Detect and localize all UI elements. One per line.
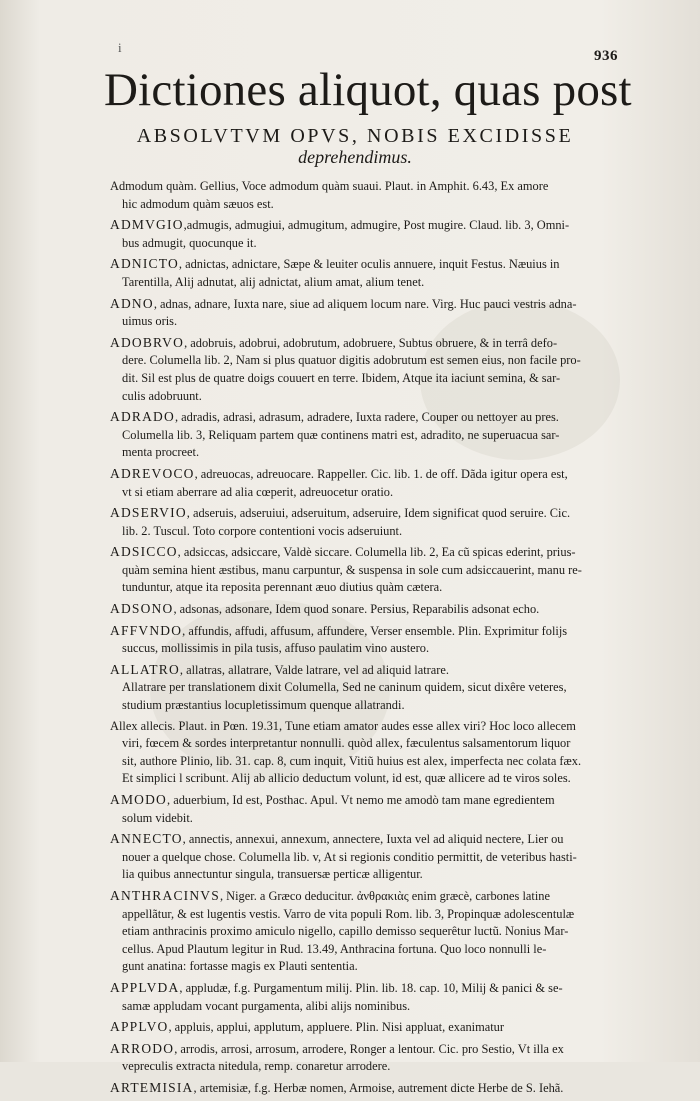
entry-text: bus admugit, quocunque it. [122,235,257,250]
entry-text: lia quibus annectuntur singula, transuersæ perticæ alligentur. [122,867,423,882]
entry-headword: ANNECTO [110,831,183,847]
entry-line [110,523,608,541]
entry-line [110,718,608,736]
entry-text: Columella lib. 3, Reliquam partem quæ continens matri est, adradito, ne superuacua sar- [122,427,560,442]
entry-line [110,661,608,680]
entry-line [110,735,608,753]
dictionary-entry [110,661,608,715]
entry-line [110,830,608,849]
entry-text: appellãtur, & est lugentis vestis. Varro de vita populi Rom. lib. 3, Propinquæ adolescentulæ [122,906,575,921]
dictionary-entry [110,216,608,252]
entry-line [110,427,608,445]
entry-line [110,941,608,959]
page-title: Dictiones aliquot, quas post [104,64,632,116]
entry-headword: APPLVO [110,1019,169,1035]
entry-text: nouer a quelque chose. Columella lib. v, At si regionis conditio permittit, de veteribus hasti- [122,849,577,864]
entry-text: , affundis, affudi, affusum, affundere, Verser ensemble. Plin. Exprimitur folijs [182,623,568,638]
entry-line [110,235,608,253]
entry-text: , adseruis, adseruiui, adseruitum, adseruire, Idem significat quod seruire. Cic. [186,506,571,521]
entry-text: samæ appludam vocant purgamenta, alibi alijs nominibus. [122,998,411,1013]
entry-text: , artemisiæ, f.g. Herbæ nomen, Armoise, autrement dicte Herbe de S. Iehã. [193,1080,564,1095]
entry-line [110,810,608,828]
entry-text: , aduerbium, Id est, Posthac. Apul. Vt nemo me amodò tam mane egredientem [167,793,555,807]
entry-headword: ADNICTO [110,256,179,272]
entry-text: , adnictas, adnictare, Sæpe & leuiter oculis annuere, inquit Festus. Næuius in [178,257,560,272]
entry-line [110,998,608,1016]
entry-line [110,679,608,697]
dictionary-entry [110,1040,608,1076]
entry-line [110,295,608,314]
entry-line [110,313,608,331]
entry-line [110,370,608,388]
entry-text: , allatras, allatrare, Valde latrare, vel ad aliquid latrare. [179,662,450,677]
dictionary-entry [110,622,608,658]
entry-text: sit, authore Plinio, lib. 31. cap. 8, cum inquit, Vitiũ huius est alex, imperfecta nec colata fæx. [122,753,582,768]
entry-line [110,753,608,771]
page-number: 936 [594,48,618,64]
entry-line [110,622,608,641]
dictionary-entry [110,334,608,405]
entry-text: , adradis, adrasi, adrasum, adradere, Iuxta radere, Couper ou nettoyer au pres. [174,410,559,425]
page-subtitle: ABSOLVTVM OPVS, NOBIS EXCIDISSE [136,125,574,147]
dictionary-entry [110,504,608,540]
entry-text: tunduntur, atque ita reposita perennant æuo diutius quàm cætera. [122,580,443,595]
entry-text: gunt anatina: fortasse magis ex Plauti sententia. [122,959,358,974]
dictionary-entry [110,887,608,976]
entry-headword: ARRODO [110,1040,175,1056]
entry-text: , adobruis, adobrui, adobrutum, adobruere, Subtus obruere, & in terrâ defo- [184,335,558,350]
entry-line [110,849,608,867]
entry-line [110,484,608,502]
entry-text: vepreculis extracta nitedula, remp. conaretur arrodere. [122,1059,391,1074]
dictionary-entry [110,979,608,1015]
dictionary-entry [110,408,608,462]
entry-text: culis adobruunt. [122,388,202,403]
dictionary-entry [110,543,608,597]
page-subtitle-italic: deprehendimus. [298,147,412,167]
entry-line [110,216,608,235]
entry-line [110,196,608,214]
entry-text: , adsonas, adsonare, Idem quod sonare. Persius, Reparabilis adsonat echo. [173,602,540,617]
dictionary-entry [110,465,608,501]
dictionary-entry [110,718,608,788]
entry-text: dit. Sil est plus de quatre doigs couuert en terre. Ibidem, Atque ita iaciunt semina, & sar- [122,370,561,385]
entry-headword: ADSONO [110,601,174,617]
entry-line [110,640,608,658]
entry-line [110,178,608,196]
entry-text: , appludæ, f.g. Purgamentum milij. Plin. lib. 18. cap. 10, Milij & panici & se- [179,980,563,995]
entry-text: menta procreet. [122,445,200,460]
entry-headword: ARTEMISIA [110,1079,194,1095]
entry-line [110,465,608,484]
entry-line [110,1040,608,1059]
entry-line [110,866,608,884]
entry-line [110,1079,608,1098]
entry-headword: APPLVDA [110,979,180,995]
dictionary-entry [110,600,608,619]
entry-line [110,562,608,580]
dictionary-entry [110,295,608,331]
entry-line [110,791,608,810]
dictionary-entry [110,1018,608,1037]
entry-line [110,770,608,788]
entry-line [110,887,608,906]
entry-line [110,1058,608,1076]
entry-text: Allex allecis. Plaut. in Pœn. 19.31, Tune etiam amator audes esse allex viri? Hoc loco allecem [110,718,576,733]
entry-text: vt si etiam aberrare ad alia cœperit, adreuocetur oratio. [122,484,394,499]
entry-headword: ADSERVIO [110,505,187,521]
entry-text: Et simplici l scribunt. Alij ab allicio deductum volunt, id est, quæ allicere ad te viros soles. [122,771,571,786]
entry-text: cellus. Apud Plautum legitur in Rud. 13.49, Anthracina fortuna. Quo loco nonnulli le- [122,941,547,956]
entry-text: , adnas, adnare, Iuxta nare, siue ad aliquem locum nare. Virg. Huc pauci vestris adna- [153,296,577,311]
entry-text: ,admugis, admugiui, admugitum, admugire, Post mugire. Claud. lib. 3, Omni- [183,218,570,233]
entry-headword: ADNO [110,295,154,311]
entry-line [110,697,608,715]
entry-line [110,579,608,597]
entry-headword: ANTHRACINVS [110,887,220,903]
entry-text: lib. 2. Tuscul. Toto corpore contentioni vocis adseruiunt. [122,523,403,538]
entry-text: dere. Columella lib. 2, Nam si plus quatuor digitis adobrutum est semen eius, non facile pro- [122,353,581,368]
entry-text: Allatrare per translationem dixit Columella, Sed ne caninum quidem, sicut dixêre veteres, [122,680,567,695]
entry-text: succus, mollissimis in pila tusis, affuso paulatim vino austero. [122,641,430,656]
entry-text: Tarentilla, Alij adnutat, alij adnictat, alium amat, alium tenet. [122,274,425,289]
entry-text: , annectis, annexui, annexum, annectere, Iuxta vel ad aliquid nectere, Lier ou [182,832,564,847]
entry-line [110,255,608,274]
entry-text: solum videbit. [122,810,193,825]
entry-text: Admodum quàm. Gellius, Voce admodum quàm suaui. Plaut. in Amphit. 6.43, Ex amore [110,179,549,193]
entry-line [110,334,608,353]
entry-line [110,504,608,523]
entry-headword: ALLATRO [110,661,180,677]
entry-text: etiam anthracinis proximo amiculo nigello, capillo demisso sequerêtur luctũ. Nonius Mar- [122,924,569,939]
entry-text: , adreuocas, adreuocare. Rappeller. Cic. lib. 1. de off. Dãda igitur opera est, [194,466,568,481]
dictionary-entry [110,255,608,291]
entry-line [110,388,608,406]
entry-text: , adsiccas, adsiccare, Valdè siccare. Columella lib. 2, Ea cũ spicas ederint, prius- [177,545,576,560]
entry-line [110,600,608,619]
entry-headword: AFFVNDO [110,622,183,638]
entry-headword: ADOBRVO [110,334,185,350]
dictionary-entries [110,178,608,1101]
entry-line [110,543,608,562]
entry-line [110,352,608,370]
dictionary-entry [110,791,608,827]
entry-line [110,408,608,427]
page-mark: i [118,40,122,55]
entry-headword: ADMVGIO [110,217,184,233]
entry-line [110,979,608,998]
entry-text: viri, fœcem & sordes interpretantur nonnulli. quòd allex, fæculentus salsamentorum liquor [122,736,571,751]
dictionary-entry [110,178,608,213]
entry-line [110,923,608,941]
entry-headword: ADRADO [110,409,175,425]
entry-text: , arrodis, arrosi, arrosum, arrodere, Ronger a lentour. Cic. pro Sestio, Vt illa ex [174,1041,564,1056]
entry-headword: AMODO [110,792,168,807]
dictionary-entry [110,830,608,884]
entry-text: uimus oris. [122,314,178,329]
entry-text: , appluis, applui, applutum, appluere. Plin. Nisi appluat, exanimatur [168,1020,504,1035]
entry-text: studium præstantius locupletissimum quenque allatrandi. [122,698,405,713]
entry-line [110,958,608,976]
entry-line [110,1018,608,1037]
entry-line [110,906,608,924]
entry-line [110,444,608,462]
entry-text: quàm semina hient æstibus, manu carpuntur, & suspensa in sole cum adsiccauerint, manu re- [122,562,582,577]
dictionary-entry [110,1079,608,1098]
entry-headword: ADSICCO [110,544,178,560]
entry-headword: ADREVOCO [110,465,195,481]
entry-line [110,274,608,292]
entry-text: hic admodum quàm sæuos est. [122,196,274,211]
entry-text: , Niger. a Græco deducitur. ἀνθρακιὰς enim græcè, carbones latine [219,888,551,903]
